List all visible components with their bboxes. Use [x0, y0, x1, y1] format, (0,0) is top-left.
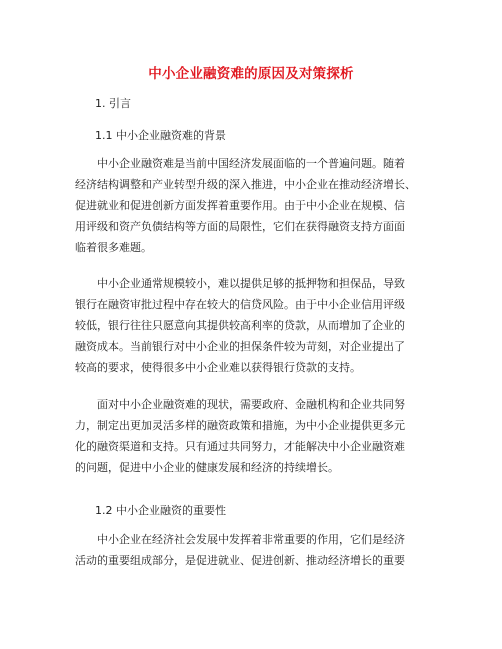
- section-heading-1-2: 1.2 中小企业融资的重要性: [95, 504, 226, 517]
- paragraph-2: [75, 273, 427, 378]
- paragraph-line: 银行在融资审批过程中存在较大的信贷风险。由于中小企业信用评级: [75, 298, 405, 311]
- paragraph-line: 中小企业融资难是当前中国经济发展面临的一个普遍问题。随着: [97, 157, 405, 170]
- section-heading-1-1: 1.1 中小企业融资难的背景: [95, 129, 226, 142]
- paragraph-line: 临着很多难题。: [75, 241, 152, 254]
- paragraph-line: 中小企业在经济社会发展中发挥着非常重要的作用，它们是经济: [97, 533, 405, 546]
- paragraph-line: 的问题，促进中小企业的健康发展和经济的持续增长。: [75, 461, 339, 474]
- document-title: 中小企业融资难的原因及对策探析: [148, 66, 354, 82]
- paragraph-line: 用评级和资产负债结构等方面的局限性，它们在获得融资支持方面面: [75, 220, 405, 233]
- paragraph-line: 经济结构调整和产业转型升级的深入推进，中小企业在推动经济增长、: [75, 178, 416, 191]
- paragraph-1: [75, 153, 427, 258]
- paragraph-line: 活动的重要组成部分，是促进就业、促进创新、推动经济增长的重要: [75, 554, 405, 567]
- section-heading-1: 1. 引言: [95, 97, 131, 110]
- paragraph-4: [75, 529, 427, 571]
- paragraph-line: 促进就业和促进创新方面发挥着重要作用。由于中小企业在规模、信: [75, 199, 405, 212]
- paragraph-line: 面对中小企业融资难的现状，需要政府、金融机构和企业共同努: [97, 398, 405, 411]
- paragraph-line: 较高的要求，使得很多中小企业难以获得银行贷款的支持。: [75, 361, 361, 374]
- paragraph-3: [75, 394, 427, 478]
- paragraph-line: 融资成本。当前银行对中小企业的担保条件较为苛刻，对企业提出了: [75, 340, 405, 353]
- paragraph-line: 力，制定出更加灵活多样的融资政策和措施，为中小企业提供更多元: [75, 419, 405, 432]
- paragraph-line: 中小企业通常规模较小，难以提供足够的抵押物和担保品，导致: [97, 277, 405, 290]
- paragraph-line: 化的融资渠道和支持。只有通过共同努力，才能解决中小企业融资难: [75, 440, 405, 453]
- paragraph-line: 较低，银行往往只愿意向其提供较高利率的贷款，从而增加了企业的: [75, 319, 405, 332]
